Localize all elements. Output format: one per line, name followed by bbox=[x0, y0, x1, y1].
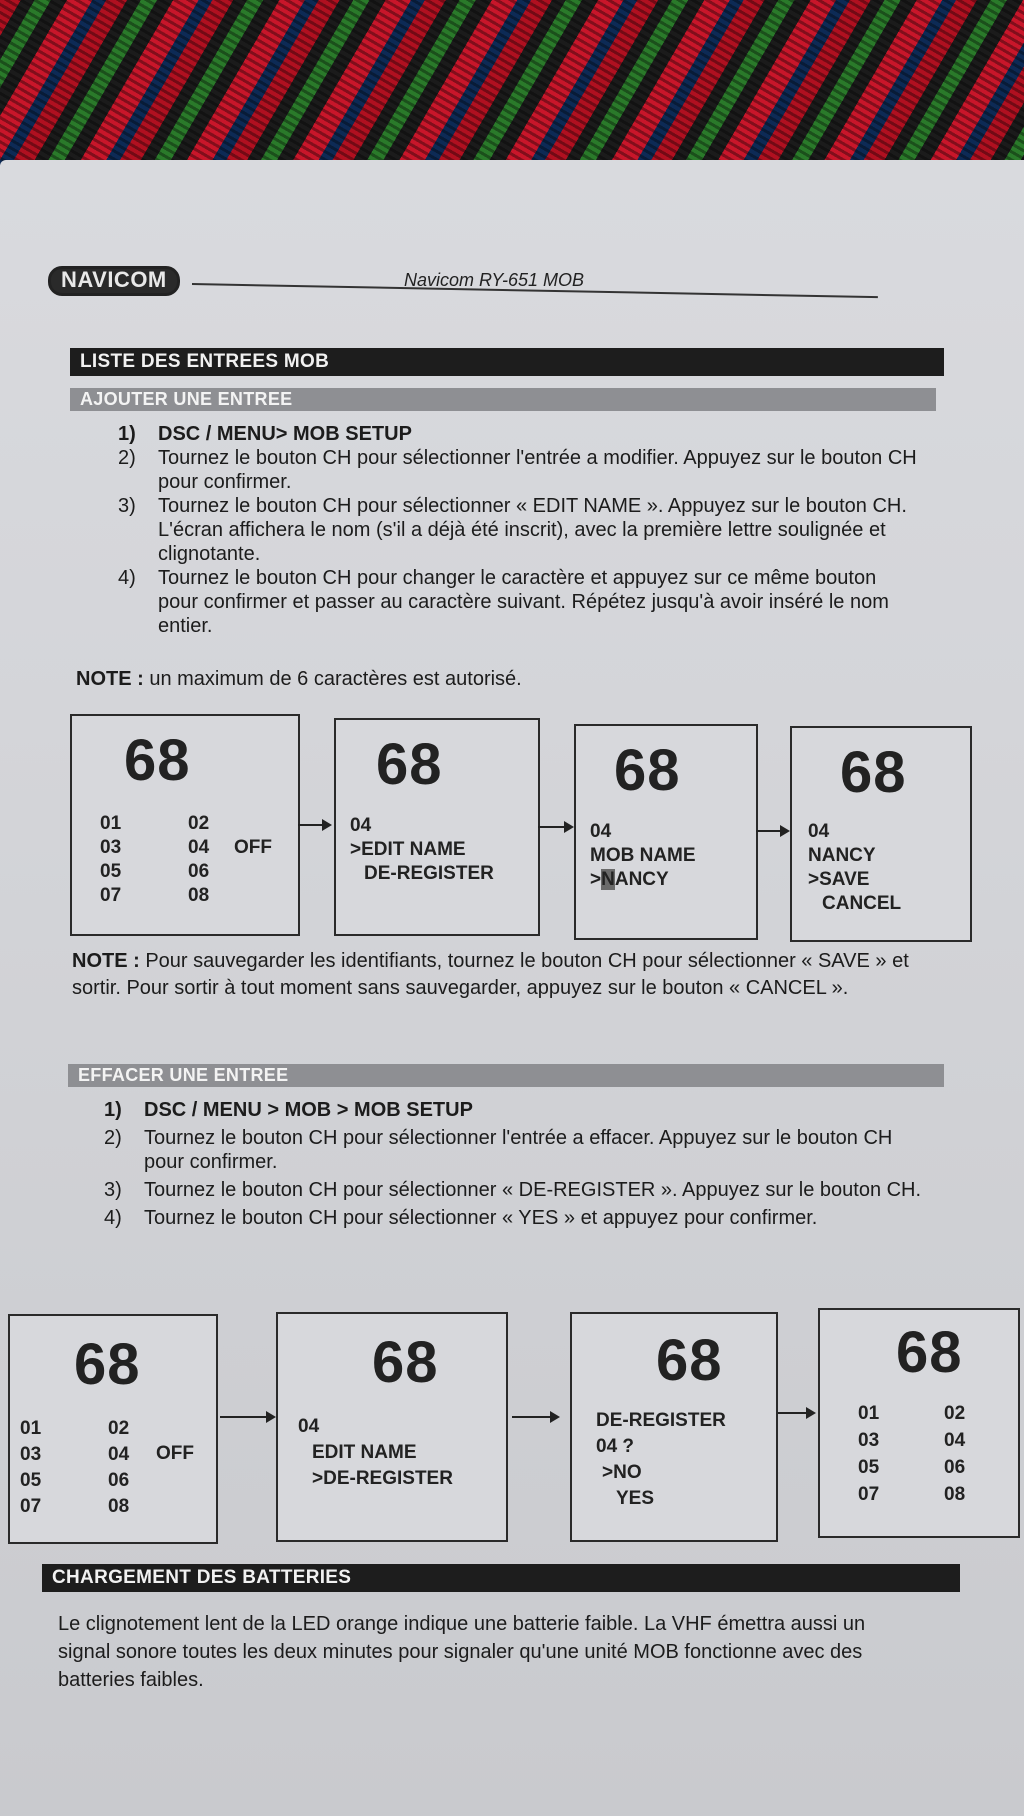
channel-number: 68 bbox=[74, 1332, 141, 1397]
screen-col-1: 01 03 05 07 bbox=[100, 813, 122, 906]
delete-step-4: 4) Tournez le bouton CH pour sélectionner « YES » et appuyez pour confirmer. bbox=[104, 1207, 818, 1229]
screen-line-3: >SAVE bbox=[808, 869, 870, 890]
channel-number: 68 bbox=[614, 738, 681, 803]
screen-off-label: OFF bbox=[234, 837, 272, 858]
section-title-mob-list: LISTE DES ENTREES MOB bbox=[70, 348, 944, 376]
flow-arrow bbox=[298, 824, 330, 826]
delete-step-1: 1) DSC / MENU > MOB > MOB SETUP bbox=[104, 1099, 473, 1121]
navicom-logo: NAVICOM bbox=[48, 266, 180, 296]
channel-number: 68 bbox=[372, 1330, 439, 1395]
screen-col-2: 02 04 06 08 bbox=[108, 1418, 130, 1517]
screen-line-4: YES bbox=[616, 1488, 655, 1509]
screen-line-2: 04 ? bbox=[596, 1436, 635, 1457]
channel-number: 68 bbox=[656, 1328, 723, 1393]
screen-deregister-menu bbox=[276, 1312, 508, 1542]
screen-edit-menu bbox=[334, 718, 540, 936]
screen-deregister-confirm bbox=[570, 1312, 778, 1542]
screen-line-2: >EDIT NAME bbox=[350, 839, 466, 860]
screen-line-1: 04 bbox=[298, 1416, 320, 1437]
screen-channel-list bbox=[8, 1314, 218, 1544]
screen-line-3: >NANCY bbox=[590, 869, 669, 890]
flow-arrow bbox=[538, 826, 572, 828]
channel-number: 68 bbox=[124, 728, 191, 793]
screen-line-4: CANCEL bbox=[822, 893, 902, 914]
add-step-3: 3) Tournez le bouton CH pour sélectionner « EDIT NAME ». Appuyez sur le bouton CH. L'écran affichera le nom (s'il a déjà été inscrit), avec la première lettre soulignée et clignotante. bbox=[118, 495, 907, 565]
screen-line-3: >NO bbox=[602, 1462, 642, 1483]
add-entry-steps bbox=[118, 422, 918, 638]
screen-line-1: 04 bbox=[350, 815, 372, 836]
screen-col-1: 01 03 05 07 bbox=[20, 1418, 42, 1517]
screen-line-1: 04 bbox=[808, 821, 830, 842]
delete-step-3: 3) Tournez le bouton CH pour sélectionner « DE-REGISTER ». Appuyez sur le bouton CH. bbox=[104, 1179, 922, 1201]
note-max-chars: NOTE : un maximum de 6 caractères est autorisé. bbox=[76, 668, 522, 690]
screen-channel-list-after bbox=[818, 1308, 1020, 1538]
subsection-title-delete-entry: EFFACER UNE ENTREE bbox=[68, 1064, 944, 1087]
screen-line-2: EDIT NAME bbox=[312, 1442, 417, 1463]
screen-off-label: OFF bbox=[156, 1443, 194, 1464]
add-step-1: 1) DSC / MENU> MOB SETUP bbox=[118, 423, 412, 445]
section-title-batteries: CHARGEMENT DES BATTERIES bbox=[42, 1564, 960, 1592]
add-step-2: 2) Tournez le bouton CH pour sélectionner l'entrée a modifier. Appuyez sur le bouton CH pour confirmer. bbox=[118, 447, 917, 493]
header-title: Navicom RY-651 MOB bbox=[404, 270, 585, 290]
flow-arrow bbox=[778, 1412, 814, 1414]
screen-line-2: NANCY bbox=[808, 845, 876, 866]
flow-arrow bbox=[512, 1416, 558, 1418]
channel-number: 68 bbox=[840, 740, 907, 805]
screen-mob-name bbox=[574, 724, 758, 940]
delete-entry-steps bbox=[104, 1098, 934, 1230]
manual-page bbox=[0, 160, 1024, 1816]
channel-number: 68 bbox=[896, 1320, 963, 1385]
flow-arrow bbox=[756, 830, 788, 832]
screen-line-3: >DE-REGISTER bbox=[312, 1468, 453, 1489]
text-cursor: N bbox=[601, 869, 615, 890]
screen-line-2: MOB NAME bbox=[590, 845, 696, 866]
delete-step-2: 2) Tournez le bouton CH pour sélectionner l'entrée a effacer. Appuyez sur le bouton CH pour confirmer. bbox=[104, 1127, 893, 1173]
channel-number: 68 bbox=[376, 732, 443, 797]
screen-save-menu bbox=[790, 726, 972, 942]
subsection-title-add-entry: AJOUTER UNE ENTREE bbox=[70, 388, 936, 411]
screen-line-1: 04 bbox=[590, 821, 612, 842]
screen-line-1: DE-REGISTER bbox=[596, 1410, 726, 1431]
flow-arrow bbox=[220, 1416, 274, 1418]
screen-channel-list bbox=[70, 714, 300, 936]
screen-line-3: DE-REGISTER bbox=[364, 863, 494, 884]
add-step-4: 4) Tournez le bouton CH pour changer le caractère et appuyez sur ce même bouton pour confirmer et passer au caractère suivant. Répétez jusqu'à avoir inséré le nom entier. bbox=[118, 567, 889, 637]
screen-col-2: 02 04 06 08 bbox=[944, 1403, 966, 1505]
batteries-paragraph: Le clignotement lent de la LED orange indique une batterie faible. La VHF émettra aussi un signal sonore toutes les deux minutes pour signaler qu'une unité MOB fonctionne avec des batteries faibles. bbox=[58, 1613, 866, 1691]
screen-col-1: 01 03 05 07 bbox=[858, 1403, 880, 1505]
note-save-cancel: NOTE : Pour sauvegarder les identifiants, tournez le bouton CH pour sélectionner « SAVE » et sortir. Pour sortir à tout moment sans sauvegarder, appuyez sur le bouton « CANCEL ». bbox=[72, 950, 909, 999]
screen-col-2: 02 04 06 08 bbox=[188, 813, 210, 906]
